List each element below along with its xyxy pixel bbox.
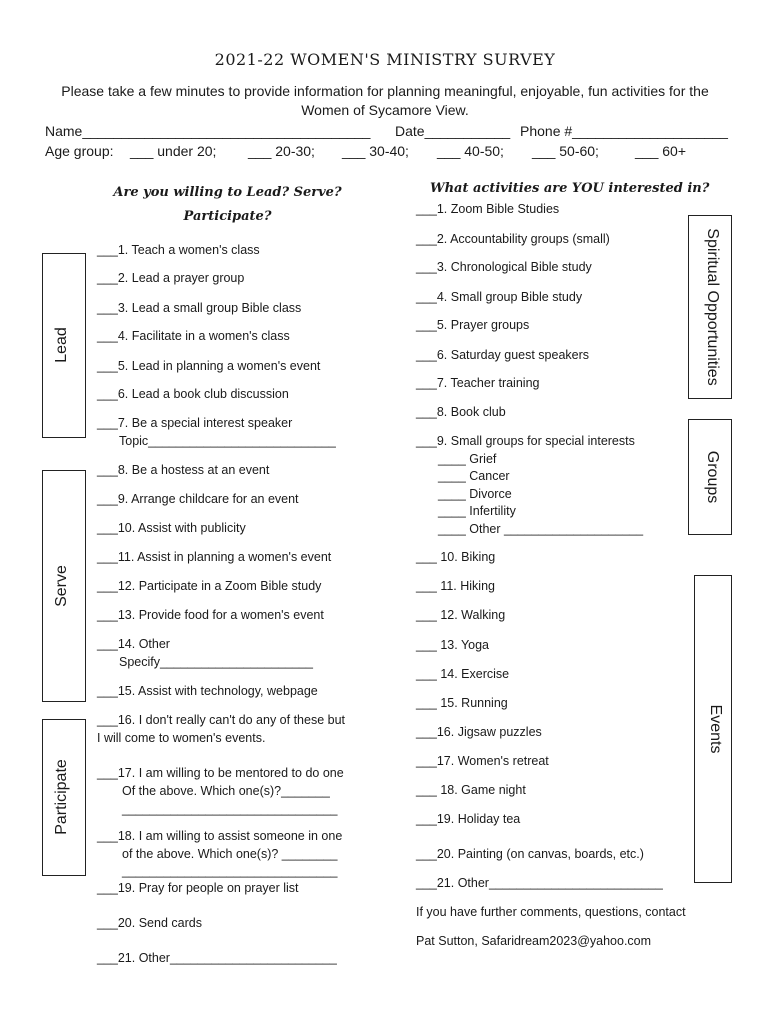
participate-item-cont[interactable]: of the above. Which one(s)? ________ bbox=[122, 847, 338, 861]
contact-line: If you have further comments, questions, contact bbox=[416, 905, 686, 919]
activity-item[interactable]: ___ 11. Hiking bbox=[416, 579, 495, 593]
activity-item[interactable]: ___4. Small group Bible study bbox=[416, 290, 583, 304]
serve-item[interactable]: ___10. Assist with publicity bbox=[97, 521, 246, 535]
lead-item[interactable]: ___6. Lead a book club discussion bbox=[97, 387, 289, 401]
activity-item[interactable]: ___2. Accountability groups (small) bbox=[416, 232, 610, 246]
age-option[interactable]: ___ 20-30; bbox=[248, 143, 315, 159]
activity-item[interactable]: ___19. Holiday tea bbox=[416, 812, 521, 826]
participate-item[interactable]: ___17. I am willing to be mentored to do one bbox=[97, 766, 344, 780]
participate-item-cont[interactable]: Of the above. Which one(s)?_______ bbox=[122, 784, 330, 798]
survey-title: 2021-22 WOMEN'S MINISTRY SURVEY bbox=[214, 50, 556, 69]
participate-blank[interactable]: _______________________________ bbox=[122, 802, 338, 816]
participate-item[interactable]: ___20. Send cards bbox=[97, 916, 202, 930]
activity-item[interactable]: ___1. Zoom Bible Studies bbox=[416, 202, 560, 216]
activity-item[interactable]: ___9. Small groups for special interests bbox=[416, 434, 635, 448]
lead-item[interactable]: ___2. Lead a prayer group bbox=[97, 271, 245, 285]
age-option[interactable]: ___ 60+ bbox=[635, 143, 686, 159]
left-heading-line2: Participate? bbox=[183, 209, 272, 224]
serve-item[interactable]: ___8. Be a hostess at an event bbox=[97, 463, 270, 477]
participate-blank[interactable]: _______________________________ bbox=[122, 864, 338, 878]
serve-item[interactable]: ___15. Assist with technology, webpage bbox=[97, 684, 318, 698]
age-option[interactable]: ___ 30-40; bbox=[342, 143, 409, 159]
activity-item[interactable]: ___20. Painting (on canvas, boards, etc.) bbox=[416, 847, 644, 861]
name-field[interactable]: Name_____________________________________ bbox=[45, 123, 371, 139]
age-group-label: Age group: bbox=[45, 143, 114, 159]
serve-item[interactable]: ___9. Arrange childcare for an event bbox=[97, 492, 299, 506]
groups-section-label: Groups bbox=[704, 450, 721, 504]
serve-item[interactable]: ___14. Other bbox=[97, 637, 170, 651]
activity-item[interactable]: ___21. Other_________________________ bbox=[416, 876, 663, 890]
participate-section-label: Participate bbox=[53, 759, 70, 835]
interest-subitem[interactable]: ____ Other ____________________ bbox=[438, 522, 644, 536]
lead-section-label: Lead bbox=[53, 327, 70, 363]
activity-item[interactable]: ___3. Chronological Bible study bbox=[416, 260, 592, 274]
lead-item[interactable]: ___3. Lead a small group Bible class bbox=[97, 301, 302, 315]
activity-item[interactable]: ___ 14. Exercise bbox=[416, 667, 510, 681]
activity-item[interactable]: ___6. Saturday guest speakers bbox=[416, 348, 590, 362]
age-option[interactable]: ___ under 20; bbox=[130, 143, 217, 159]
participate-item[interactable]: ___16. I don't really can't do any of these but bbox=[97, 713, 345, 727]
left-heading-line1: Are you willing to Lead? Serve? bbox=[113, 185, 342, 200]
activity-item[interactable]: ___17. Women's retreat bbox=[416, 754, 549, 768]
serve-item[interactable]: ___12. Participate in a Zoom Bible study bbox=[97, 579, 322, 593]
intro-text: Please take a few minutes to provide information for planning meaningful, enjoyable, fun activities for the Women of Sycamore View. bbox=[61, 83, 709, 118]
activity-item[interactable]: ___5. Prayer groups bbox=[416, 318, 530, 332]
activity-item[interactable]: ___ 12. Walking bbox=[416, 608, 506, 622]
lead-item[interactable]: ___7. Be a special interest speaker bbox=[97, 416, 293, 430]
activity-item[interactable]: ___ 15. Running bbox=[416, 696, 508, 710]
serve-item[interactable]: ___13. Provide food for a women's event bbox=[97, 608, 324, 622]
lead-item[interactable]: ___4. Facilitate in a women's class bbox=[97, 329, 290, 343]
contact-email[interactable]: Pat Sutton, Safaridream2023@yahoo.com bbox=[416, 934, 652, 948]
serve-item[interactable]: ___11. Assist in planning a women's event bbox=[97, 550, 332, 564]
activity-item[interactable]: ___ 18. Game night bbox=[416, 783, 526, 797]
participate-item[interactable]: ___18. I am willing to assist someone in one bbox=[97, 829, 343, 843]
right-heading: What activities are YOU interested in? bbox=[430, 181, 710, 196]
date-field[interactable]: Date___________ bbox=[395, 123, 511, 139]
interest-subitem[interactable]: ____ Divorce bbox=[438, 487, 512, 501]
age-option[interactable]: ___ 40-50; bbox=[437, 143, 504, 159]
activity-item[interactable]: ___ 10. Biking bbox=[416, 550, 496, 564]
participate-item[interactable]: ___21. Other________________________ bbox=[97, 951, 337, 965]
activity-item[interactable]: ___16. Jigsaw puzzles bbox=[416, 725, 542, 739]
lead-item[interactable]: ___5. Lead in planning a women's event bbox=[97, 359, 321, 373]
interest-subitem[interactable]: ____ Cancer bbox=[438, 469, 510, 483]
activity-item[interactable]: ___8. Book club bbox=[416, 405, 506, 419]
serve-section-label: Serve bbox=[53, 565, 70, 607]
specify-field[interactable]: Specify______________________ bbox=[119, 655, 313, 669]
phone-field[interactable]: Phone #____________________ bbox=[520, 123, 728, 139]
age-option[interactable]: ___ 50-60; bbox=[532, 143, 599, 159]
participate-item[interactable]: ___19. Pray for people on prayer list bbox=[97, 881, 299, 895]
interest-subitem[interactable]: ____ Infertility bbox=[438, 504, 516, 518]
activity-item[interactable]: ___7. Teacher training bbox=[416, 376, 540, 390]
events-section-label: Events bbox=[707, 704, 724, 754]
spiritual-section-label: Spiritual Opportunities bbox=[704, 228, 721, 386]
activity-item[interactable]: ___ 13. Yoga bbox=[416, 638, 489, 652]
interest-subitem[interactable]: ____ Grief bbox=[438, 452, 497, 466]
topic-field[interactable]: Topic___________________________ bbox=[119, 434, 336, 448]
participate-item-cont: I will come to women's events. bbox=[97, 731, 266, 745]
lead-item[interactable]: ___1. Teach a women's class bbox=[97, 243, 260, 257]
